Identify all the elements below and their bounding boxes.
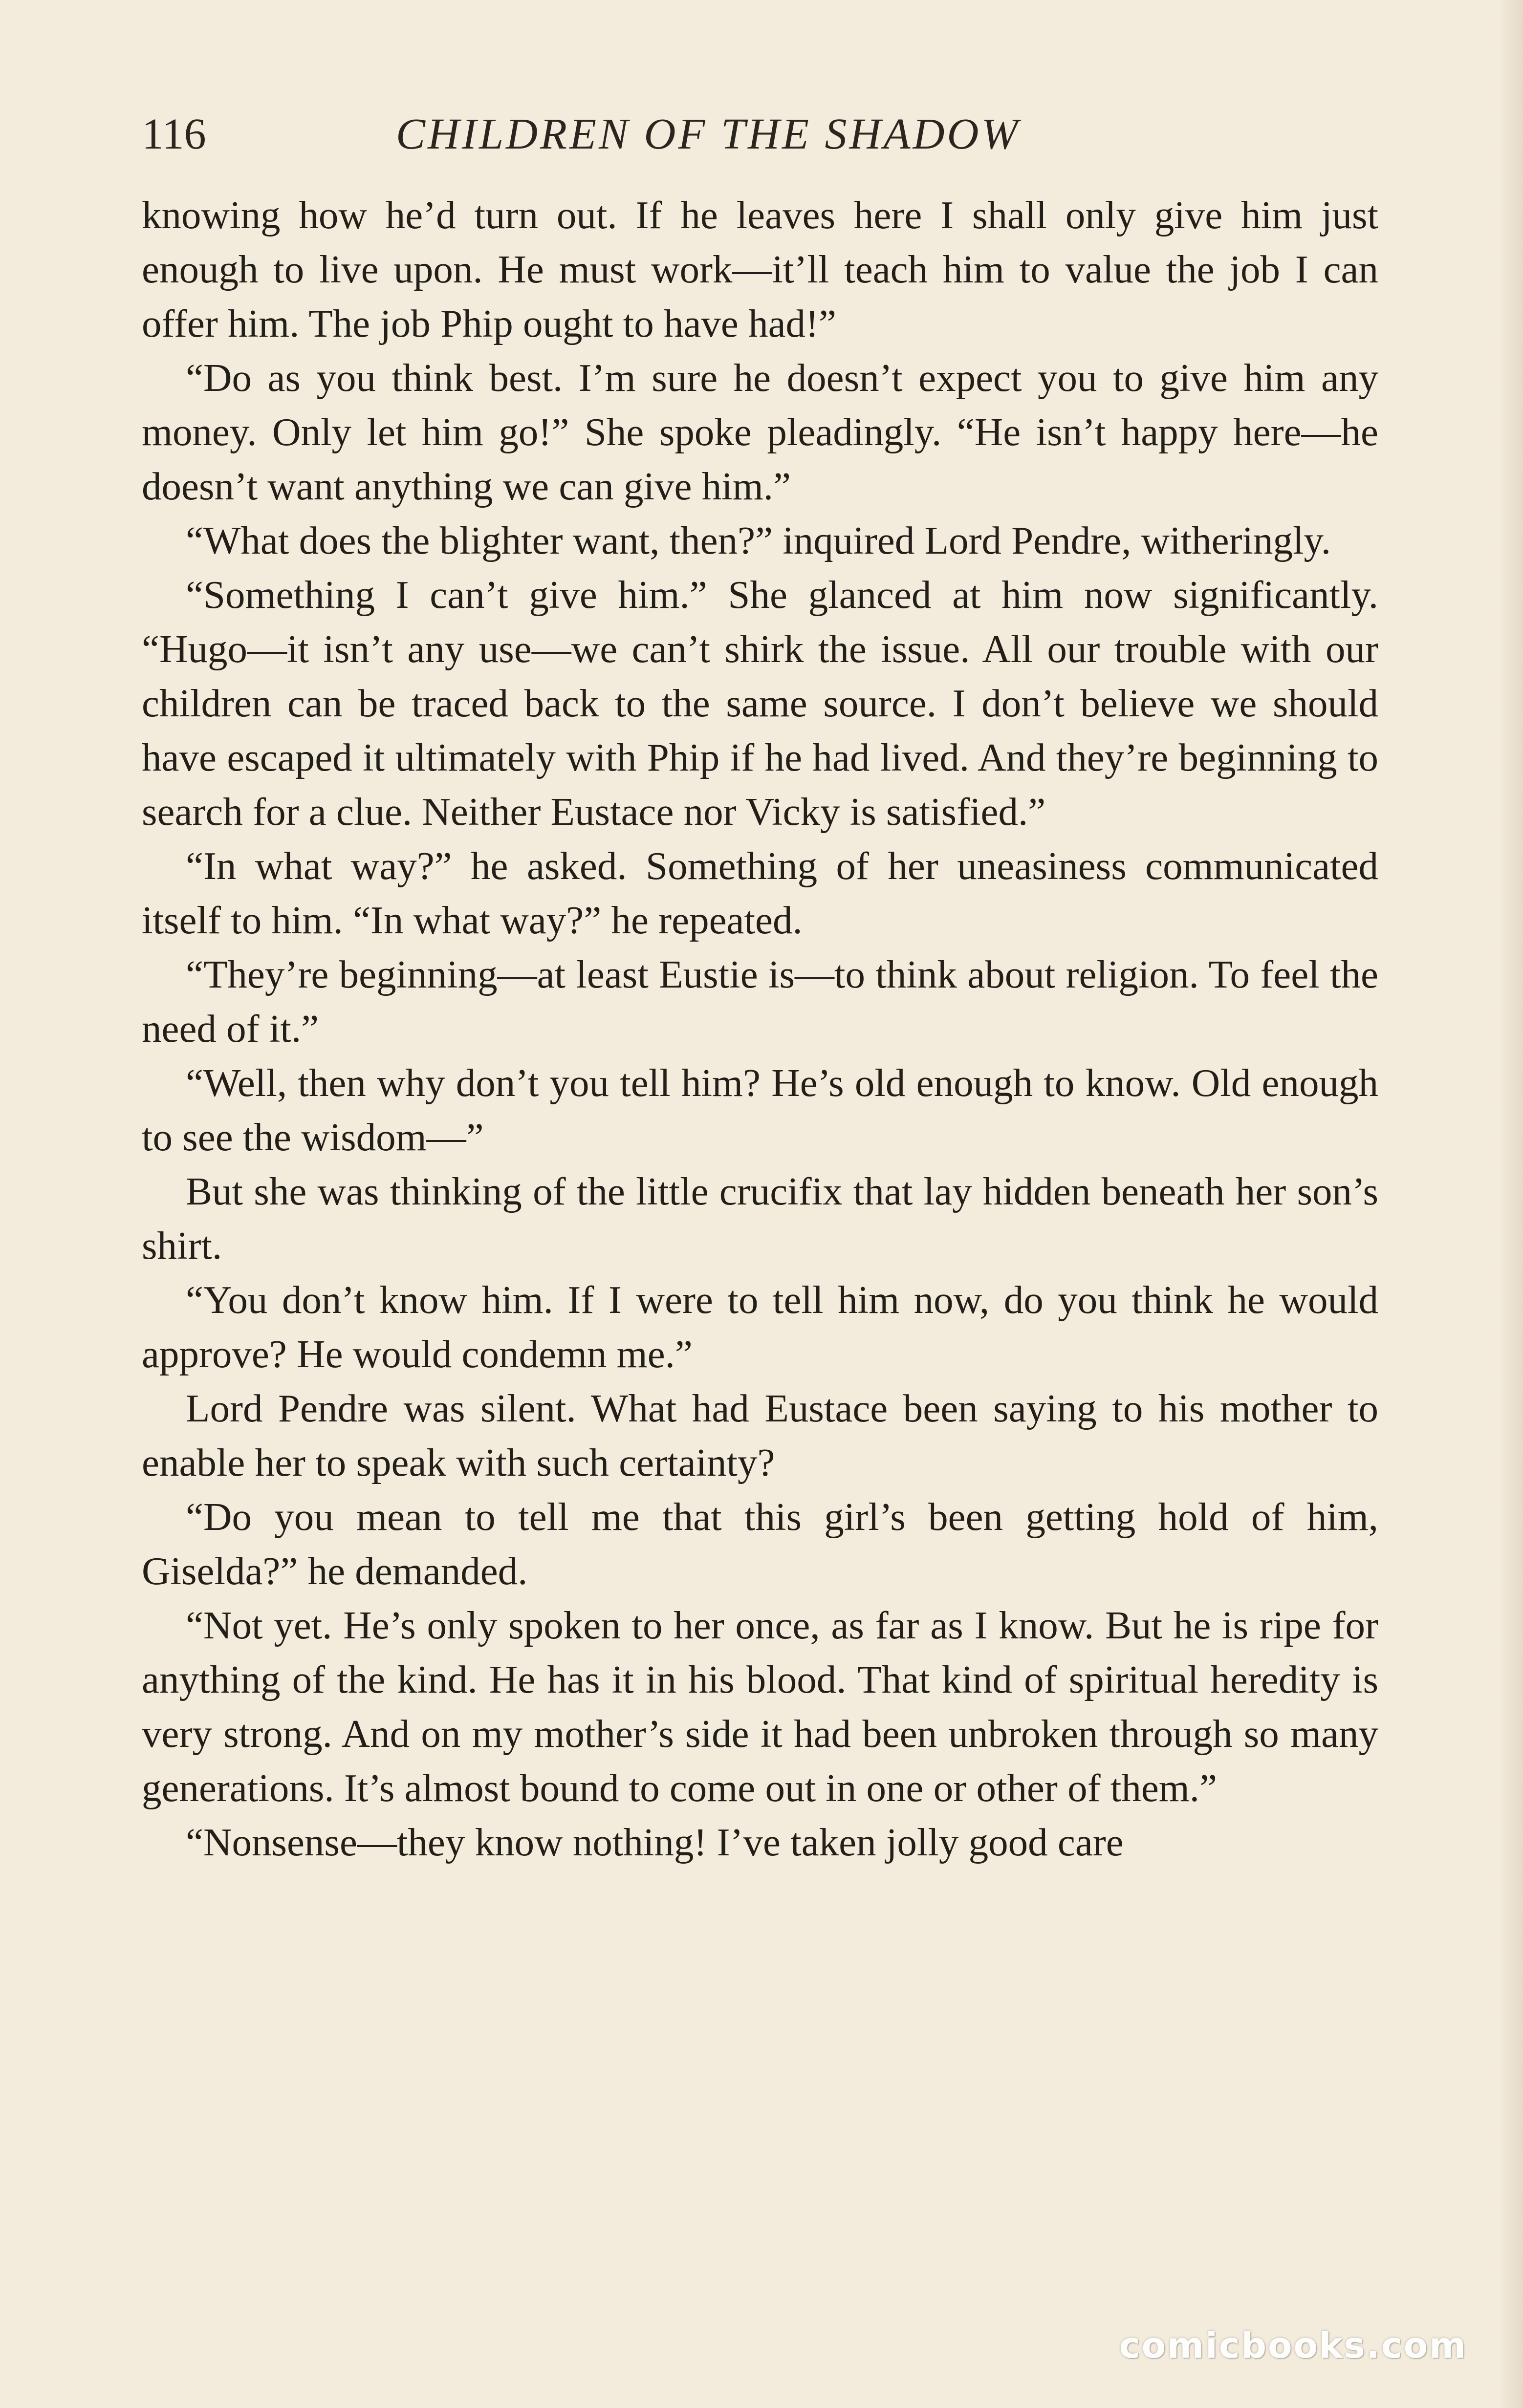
paragraph: “Do as you think best. I’m sure he doesn’t expect you to give him any money. Only let him go!” She spoke pleadingly. “He isn’t happy here—he doesn’t want anything we can give him.” (142, 356, 1378, 508)
watermark: comicbooks.com (1119, 2325, 1468, 2366)
paragraph: “Well, then why don’t you tell him? He’s old enough to know. Old enough to see the wisdom—” (142, 1061, 1378, 1159)
page-number: 116 (142, 110, 206, 158)
paragraph-last: “Nonsense—they know nothing! I’ve taken jolly good care (186, 1820, 1124, 1864)
paragraph: “Do you mean to tell me that this girl’s been getting hold of him, Giselda?” he demanded. (142, 1495, 1378, 1593)
paragraph: “What does the blighter want, then?” inquired Lord Pendre, witheringly. (186, 518, 1331, 562)
paragraph-continuation: knowing how he’d turn out. If he leaves here I shall only give him just enough to live upon. He must work—it’ll teach him to value the job I can offer him. The job Phip ought to have had!” (142, 193, 1378, 345)
paragraph: But she was thinking of the little crucifix that lay hidden beneath her son’s shirt. (142, 1169, 1378, 1268)
page-header (142, 105, 1378, 173)
paragraph: “In what way?” he asked. Something of her uneasiness communicated itself to him. “In what way?” he repeated. (142, 844, 1378, 942)
running-title: CHILDREN OF THE SHADOW (396, 110, 1021, 158)
paragraph: “Not yet. He’s only spoken to her once, as far as I know. But he is ripe for anything of the kind. He has it in his blood. That kind of spiritual heredity is very strong. And on my mother’s side it had been unbroken through so many generations. It’s almost bound to come out in one or other of them.” (142, 1603, 1378, 1810)
paragraph: Lord Pendre was silent. What had Eustace been saying to his mother to enable her to speak with such certainty? (142, 1386, 1378, 1484)
paragraph: “They’re beginning—at least Eustie is—to think about religion. To feel the need of it.” (142, 952, 1378, 1051)
paragraph: “Something I can’t give him.” She glanced at him now significantly. “Hugo—it isn’t any use—we can’t shirk the issue. All our trouble with our children can be traced back to the same source. I don’t believe we should have escaped it ultimately with Phip if he had lived. And they’re beginning to search for a clue. Neither Eustace nor Vicky is satisfied.” (142, 573, 1378, 834)
paragraph: “You don’t know him. If I were to tell him now, do you think he would approve? He would condemn me.” (142, 1278, 1378, 1376)
body-text (142, 188, 1378, 1870)
page-edge-shadow (1499, 0, 1523, 2408)
